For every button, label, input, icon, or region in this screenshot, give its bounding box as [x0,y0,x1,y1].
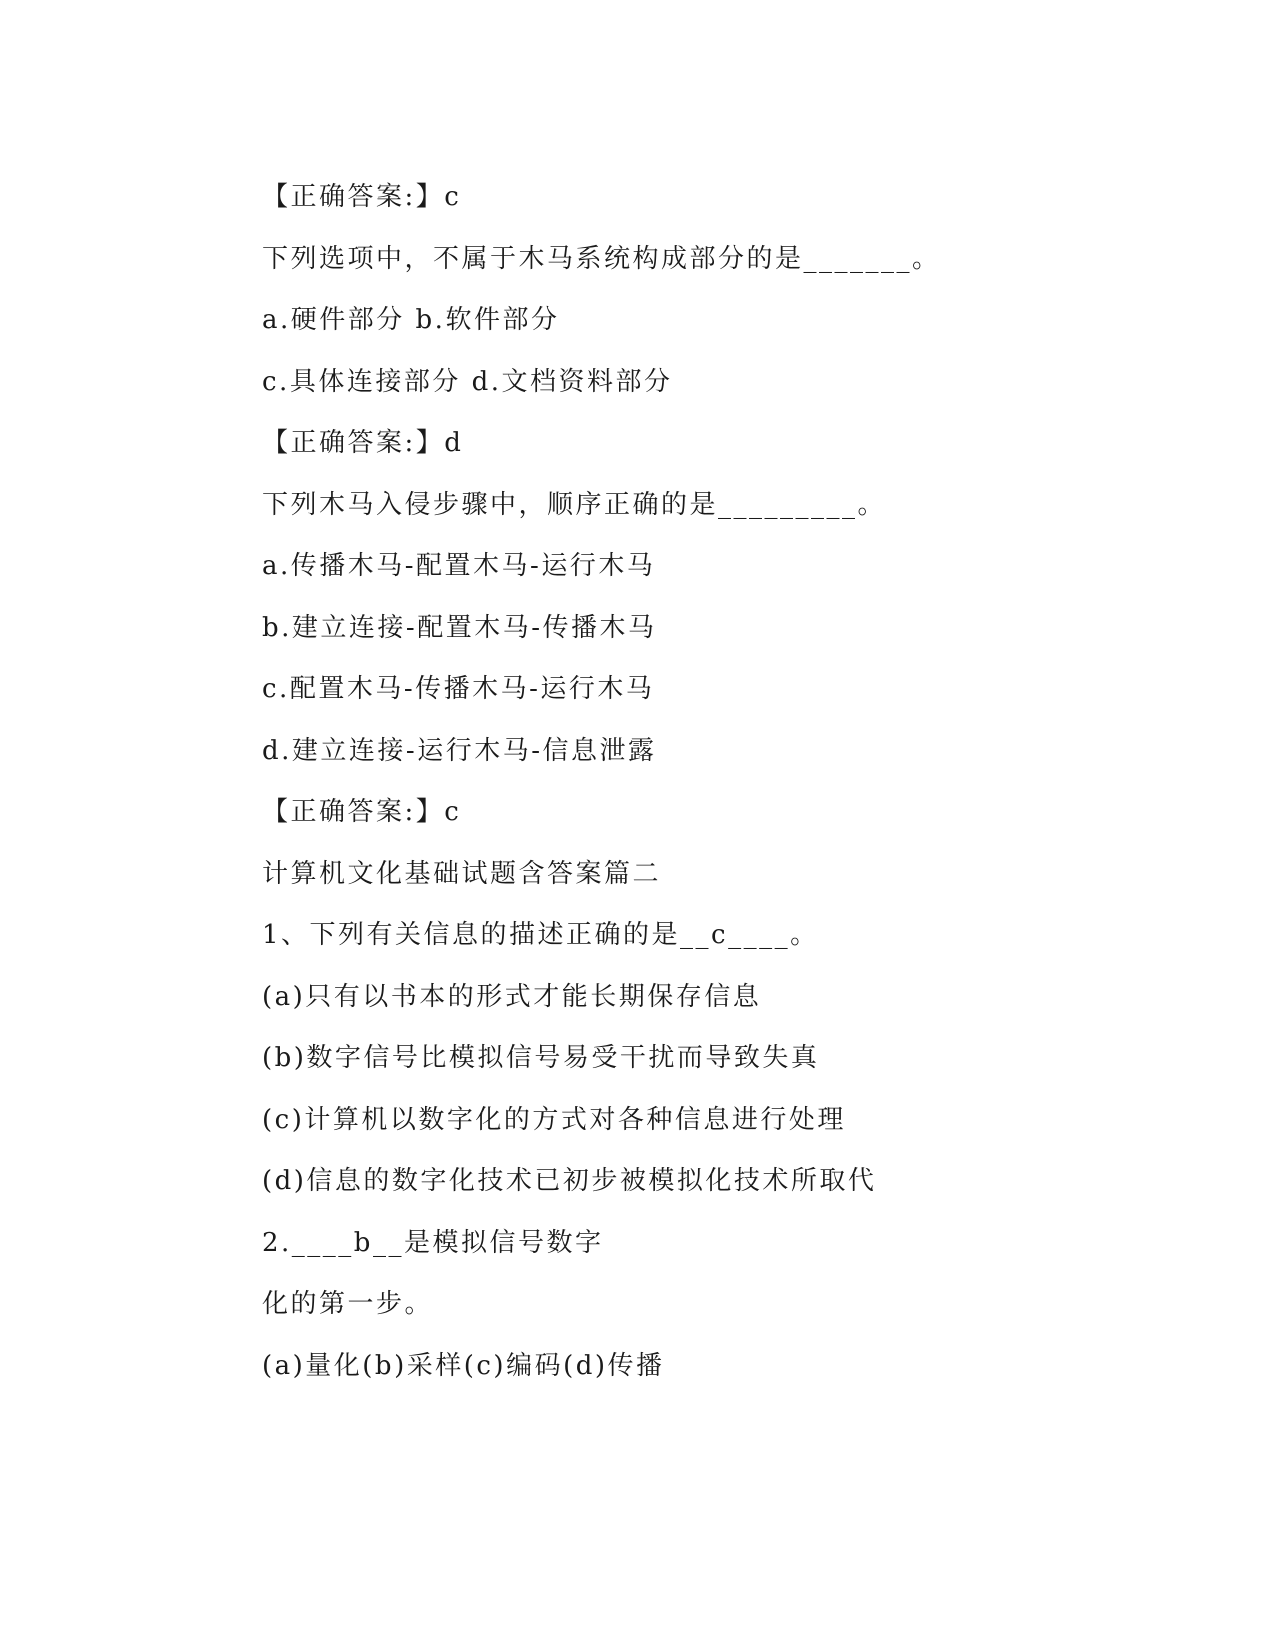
answer-line: 【正确答案:】c [262,797,462,827]
option-line: c.配置木马-传播木马-运行木马 [262,674,655,704]
option-line: b.建立连接-配置木马-传播木马 [262,612,657,643]
question-line: 2.____b__是模拟信号数字 [262,1227,604,1258]
option-line: (a)量化(b)采样(c)编码(d)传播 [262,1350,665,1381]
question-line: 下列木马入侵步骤中，顺序正确的是_________。 [262,489,887,520]
option-line: c.具体连接部分 d.文档资料部分 [262,366,673,397]
answer-line: 【正确答案:】c [262,182,462,212]
option-line: (b)数字信号比模拟信号易受干扰而导致失真 [262,1043,820,1073]
option-line: (d)信息的数字化技术已初步被模拟化技术所取代 [262,1166,877,1196]
question-line: 1、下列有关信息的描述正确的是__c____。 [262,920,819,950]
section-heading: 计算机文化基础试题含答案篇二 [262,858,662,889]
option-line: d.建立连接-运行木马-信息泄露 [262,735,657,766]
option-line: a.传播木马-配置木马-运行木马 [262,551,656,581]
answer-line: 【正确答案:】d [262,428,464,458]
option-line: (a)只有以书本的形式才能长期保存信息 [262,981,762,1012]
question-line: 下列选项中，不属于木马系统构成部分的是_______。 [262,243,941,274]
option-line: a.硬件部分 b.软件部分 [262,305,560,335]
document-body [262,167,1162,1397]
question-line-continued: 化的第一步。 [262,1289,434,1319]
option-line: (c)计算机以数字化的方式对各种信息进行处理 [262,1104,846,1135]
